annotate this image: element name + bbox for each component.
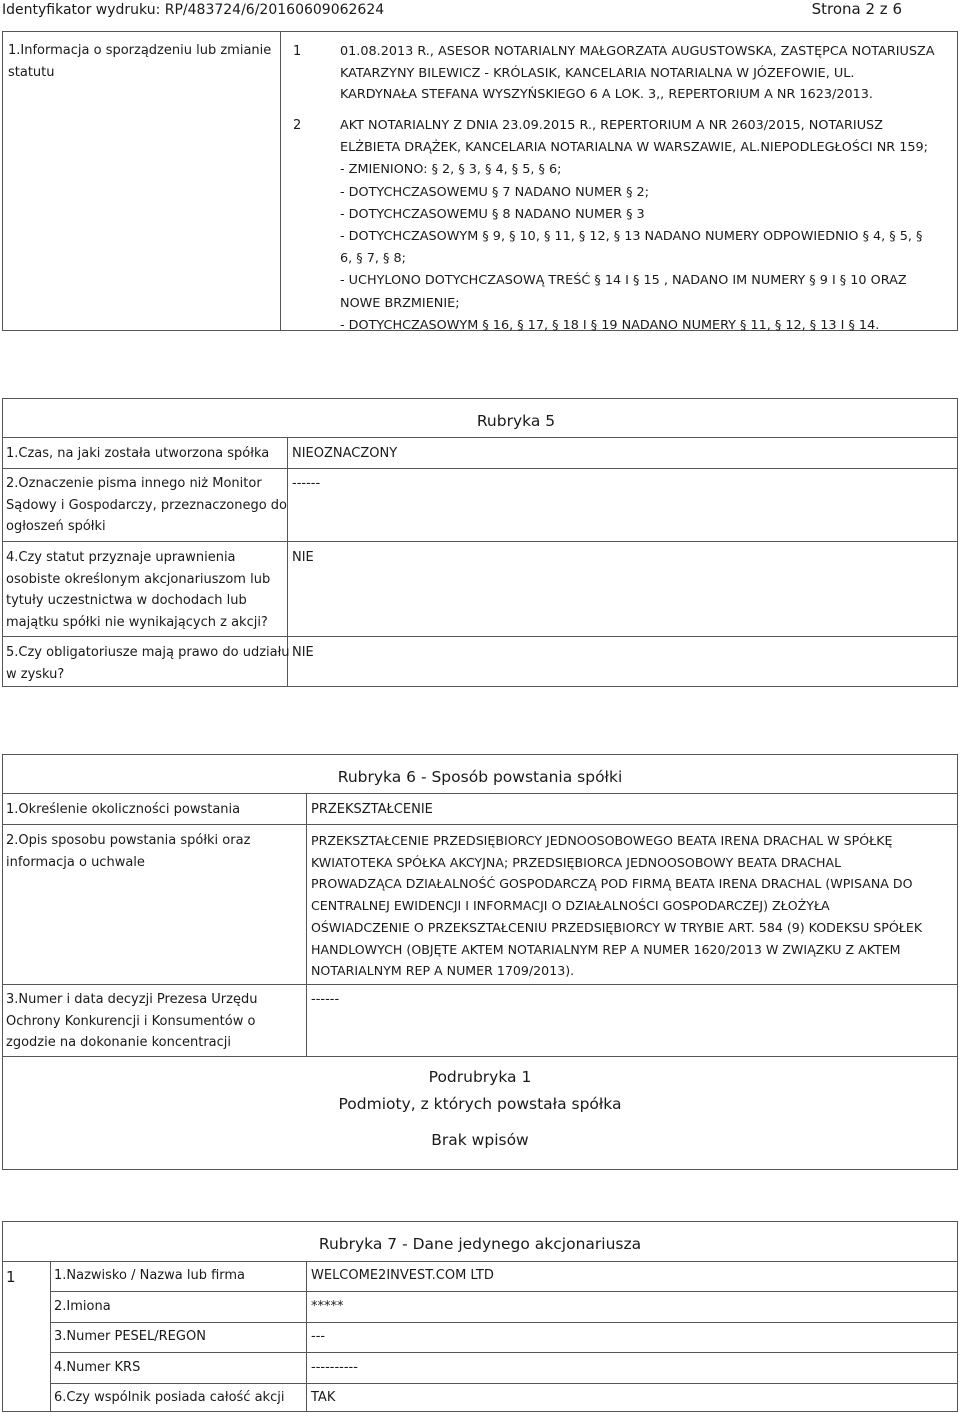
entry-line: NOWE BRZMIENIE;	[340, 295, 460, 311]
rubryka5-title: Rubryka 5	[476, 412, 556, 430]
podrubryka-title: Podrubryka 1	[428, 1068, 532, 1086]
row-divider	[2, 793, 958, 794]
label-line: 3.Numer i data decyzji Prezesa Urzędu	[6, 992, 258, 1007]
rubryka7-title: Rubryka 7 - Dane jedynego akcjonariusza	[318, 1235, 642, 1253]
label-line: informacja o uchwale	[6, 854, 145, 870]
rubryka6-title: Rubryka 6 - Sposób powstania spółki	[337, 768, 623, 786]
label-line: majątku spółki nie wynikających z akcji?	[6, 614, 268, 630]
rubryka5-label-3	[6, 547, 270, 633]
rubryka5-label-4	[6, 642, 290, 685]
row-divider	[2, 437, 958, 438]
label-line: osobiste określonym akcjonariuszom lub	[6, 571, 271, 587]
label-line: 4.Czy statut przyznaje uprawnienia	[6, 550, 236, 565]
row-divider	[50, 1383, 958, 1384]
value-line: NOTARIALNYM REP A NUMER 1709/2013).	[311, 963, 575, 979]
label-line: w zysku?	[6, 666, 65, 682]
rubryka7-value-5: TAK	[311, 1390, 336, 1405]
row-divider	[2, 468, 958, 469]
entry-line: - ZMIENIONO: § 2, § 3, § 4, § 5, § 6;	[340, 162, 562, 178]
row-divider	[2, 1261, 958, 1262]
rubryka6-label-1	[6, 799, 240, 821]
rubryka5-label-1	[6, 443, 269, 465]
label-line: tytuły uczestnictwa w dochodach lub	[6, 593, 247, 608]
column-divider	[50, 1261, 51, 1412]
value-line: CENTRALNEJ EWIDENCJI I INFORMACJI O DZIAŁALNOŚCI GOSPODARCZEJ) ZŁOŻYŁA	[311, 898, 830, 914]
print-identifier: Identyfikator wydruku: RP/483724/6/20160609062624	[2, 2, 385, 18]
label-line: 5.Czy obligatoriusze mają prawo do udziału	[6, 645, 290, 660]
value-line: KWIATOTEKA SPÓŁKA AKCYJNA; PRZEDSIĘBIORCA JEDNOOSOBOWY BEATA DRACHAL	[311, 854, 842, 870]
row-divider	[50, 1291, 958, 1292]
value-line: PRZEKSZTAŁCENIE PRZEDSIĘBIORCY JEDNOOSOBOWEGO BEATA IRENA DRACHAL W SPÓŁKĘ	[311, 833, 893, 848]
rubryka6-value-1	[311, 799, 433, 821]
rubryka7-value-3: ---	[311, 1329, 326, 1344]
rubryka7-label-4: 4.Numer KRS	[54, 1360, 141, 1375]
statute-entry-1	[340, 41, 935, 106]
entry-line: AKT NOTARIALNY Z DNIA 23.09.2015 R., REPERTORIUM A NR 2603/2015, NOTARIUSZ	[340, 118, 883, 133]
rubryka5-value-3: NIE	[292, 550, 314, 565]
column-divider	[306, 1261, 307, 1412]
rubryka7-label-1: 1.Nazwisko / Nazwa lub firma	[54, 1268, 246, 1283]
entry-line: 6, § 7, § 8;	[340, 251, 406, 267]
label-line: 2.Opis sposobu powstania spółki oraz	[6, 833, 251, 848]
row-divider	[2, 636, 958, 637]
entry-line: - DOTYCHCZASOWYM § 9, § 10, § 11, § 12, § 13 NADANO NUMERY ODPOWIEDNIO § 4, § 5, §	[340, 229, 923, 245]
label-line: 1.Informacja o sporządzeniu lub zmianie	[8, 43, 272, 58]
rubryka5-value-4: NIE	[292, 645, 314, 660]
column-divider	[306, 793, 307, 1056]
row-divider	[2, 824, 958, 825]
rubryka5-value-2: ------	[292, 476, 321, 491]
entry-line: ELŻBIETA DRĄŻEK, KANCELARIA NOTARIALNA W WARSZAWIE, AL.NIEPODLEGŁOŚCI NR 159;	[340, 140, 928, 156]
rubryka7-value-4: ----------	[311, 1360, 358, 1375]
rubryka7-label-5: 6.Czy wspólnik posiada całość akcji	[54, 1390, 285, 1405]
row-divider	[50, 1352, 958, 1353]
rubryka6-label-2	[6, 830, 250, 873]
value-line: PROWADZĄCA DZIAŁALNOŚĆ GOSPODARCZĄ POD FIRMĄ BEATA IRENA DRACHAL (WPISANA DO	[311, 876, 913, 892]
label-line: 2.Oznaczenie pisma innego niż Monitor	[6, 476, 262, 491]
entry-line: - DOTYCHCZASOWEMU § 8 NADANO NUMER § 3	[340, 206, 645, 222]
rubryka5-label-2	[6, 473, 287, 538]
page-number: Strona 2 z 6	[811, 0, 902, 18]
entry-line: - DOTYCHCZASOWYM § 16, § 17, § 18 I § 19 NADANO NUMERY § 11, § 12, § 13 I § 14.	[340, 317, 880, 333]
rubryka7-value-1: WELCOME2INVEST.COM LTD	[311, 1268, 494, 1283]
rubryka6-value-3	[311, 989, 339, 1011]
row-divider	[2, 541, 958, 542]
row-divider	[2, 1056, 958, 1057]
label-line: ogłoszeń spółki	[6, 519, 106, 534]
entry-line: 01.08.2013 R., ASESOR NOTARIALNY MAŁGORZATA AUGUSTOWSKA, ZASTĘPCA NOTARIUSZA	[340, 44, 935, 59]
statute-label	[8, 40, 271, 83]
label-line: 1.Określenie okoliczności powstania	[6, 802, 241, 817]
rubryka7-label-2: 2.Imiona	[54, 1299, 111, 1314]
row-divider	[2, 984, 958, 985]
print-header	[0, 0, 960, 22]
statute-entry-2	[340, 115, 928, 337]
label-line: statutu	[8, 64, 55, 80]
label-line: Ochrony Konkurencji i Konsumentów o	[6, 1013, 256, 1029]
entry-line: - UCHYLONO DOTYCHCZASOWĄ TREŚĆ § 14 I § 15 , NADANO IM NUMERY § 9 I § 10 ORAZ	[340, 273, 907, 289]
entry-line: - DOTYCHCZASOWEMU § 7 NADANO NUMER § 2;	[340, 184, 650, 200]
entry-line: KARDYNAŁA STEFANA WYSZYŃSKIEGO 6 A LOK. 3,, REPERTORIUM A NR 1623/2013.	[340, 87, 873, 103]
row-divider	[50, 1322, 958, 1323]
label-line: zgodzie na dokonanie koncentracji	[6, 1035, 232, 1050]
rubryka6-value-2	[311, 830, 922, 982]
rubryka7-label-3: 3.Numer PESEL/REGON	[54, 1329, 206, 1344]
value-line: OŚWIADCZENIE O PRZEKSZTAŁCENIU PRZEDSIĘBIORCY W TRYBIE ART. 584 (9) KODEKSU SPÓŁEK	[311, 919, 923, 935]
rubryka6-label-3	[6, 989, 257, 1054]
shareholder-number: 1	[6, 1268, 16, 1286]
value-line: ------	[311, 992, 340, 1007]
rubryka7-value-2: *****	[311, 1299, 344, 1314]
value-line: PRZEKSZTAŁCENIE	[311, 802, 433, 817]
entry-number: 2	[293, 118, 302, 133]
entry-line: KATARZYNY BILEWICZ - KRÓLASIK, KANCELARIA NOTARIALNA W JÓZEFOWIE, UL.	[340, 65, 855, 81]
empty-entries-text: Brak wpisów	[431, 1131, 529, 1149]
label-line: Sądowy i Gospodarczy, przeznaczonego do	[6, 497, 287, 513]
rubryka5-value-1: NIEOZNACZONY	[292, 446, 398, 461]
entry-number: 1	[293, 44, 302, 59]
podrubryka-subtitle: Podmioty, z których powstała spółka	[338, 1095, 622, 1113]
label-line: 1.Czas, na jaki została utworzona spółka	[6, 446, 270, 461]
column-divider	[280, 31, 281, 331]
value-line: HANDLOWYCH (OBJĘTE AKTEM NOTARIALNYM REP A NUMER 1620/2013 W ZWIĄZKU Z AKTEM	[311, 941, 901, 957]
